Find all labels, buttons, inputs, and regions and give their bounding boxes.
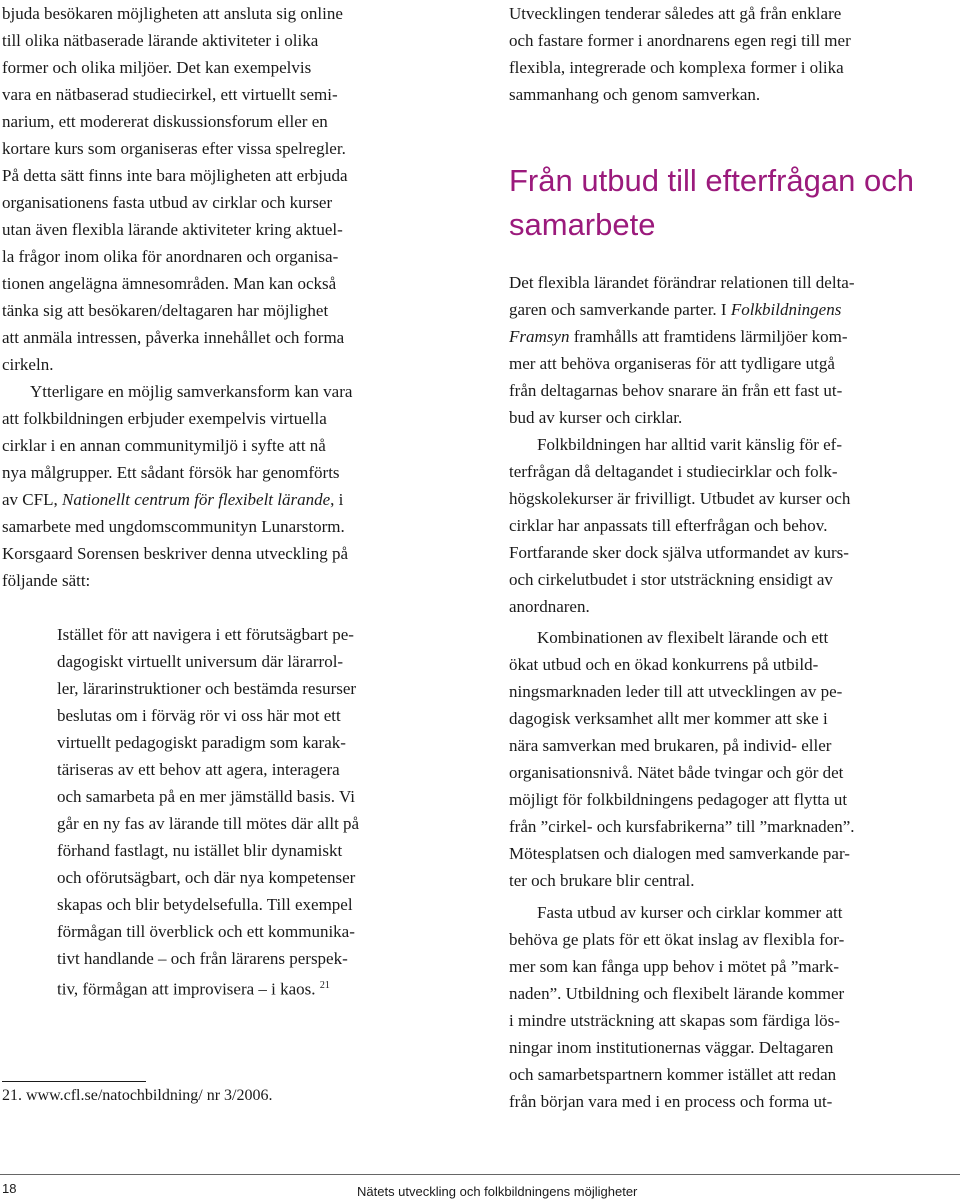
paragraph-line — [509, 323, 848, 350]
paragraph-line: ningar inom institutionernas väggar. Deltagaren — [509, 1038, 834, 1057]
paragraph-line — [2, 486, 343, 513]
paragraph-line: att anmäla intressen, påverka innehållet och forma — [2, 328, 345, 347]
footnote-divider — [2, 1081, 146, 1082]
paragraph-line: samarbete med ungdomscommunityn Lunarstorm. — [2, 517, 345, 536]
quote-line-text: tiv, förmågan att improvisera – i kaos. — [57, 979, 316, 999]
page-number: 18 — [2, 1181, 17, 1196]
quote-line: virtuellt pedagogiskt paradigm som karak- — [57, 733, 346, 752]
paragraph-line: På detta sätt finns inte bara möjligheten att erbjuda — [2, 166, 348, 185]
quote-line: skapas och blir betydelsefulla. Till exempel — [57, 895, 353, 914]
paragraph-line: högskolekurser är frivilligt. Utbudet av kurser och — [509, 489, 851, 508]
paragraph-line: former och olika miljöer. Det kan exempelvis — [2, 58, 312, 77]
quote-line: går en ny fas av lärande till mötes där allt på — [57, 814, 360, 833]
text-span: av CFL, — [2, 490, 62, 509]
paragraph-line: ökat utbud och en ökad konkurrens på utbild- — [509, 655, 819, 674]
paragraph-line: utan även flexibla lärande aktiviteter kring aktuel- — [2, 220, 343, 239]
paragraph-line: dagogisk verksamhet allt mer kommer att ske i — [509, 709, 828, 728]
footer-divider — [0, 1174, 960, 1175]
paragraph-line: Fortfarande sker dock själva utformandet av kurs- — [509, 543, 849, 562]
paragraph-line: organisationens fasta utbud av cirklar och kurser — [2, 193, 333, 212]
paragraph-line: och samarbetspartnern kommer istället att redan — [509, 1065, 837, 1084]
paragraph-line: bud av kurser och cirklar. — [509, 408, 683, 427]
quote-line — [57, 972, 330, 1003]
paragraph-line: Utvecklingen tenderar således att gå från enklare — [509, 4, 842, 23]
footnote-ref: 21 — [319, 980, 330, 991]
paragraph-line: behöva ge plats för ett ökat inslag av flexibla for- — [509, 930, 845, 949]
section-heading: samarbete — [509, 207, 656, 242]
paragraph-line: bjuda besökaren möjligheten att ansluta sig online — [2, 4, 343, 23]
quote-line: förmågan till överblick och ett kommunika- — [57, 922, 355, 941]
paragraph-line: nya målgrupper. Ett sådant försök har genomförts — [2, 463, 340, 482]
quote-line: tivt handlande – och från lärarens perspek- — [57, 949, 348, 968]
paragraph-line: tänka sig att besökaren/deltagaren har möjlighet — [2, 301, 329, 320]
paragraph-line: Ytterligare en möjlig samverkansform kan vara — [30, 382, 353, 401]
italic-title: Folkbildningens — [730, 300, 842, 319]
paragraph-line: cirklar har anpassats till efterfrågan och behov. — [509, 516, 828, 535]
paragraph-line: i mindre utsträckning att skapas som färdiga lös- — [509, 1011, 840, 1030]
paragraph-line: anordnaren. — [509, 597, 590, 616]
paragraph-line: ter och brukare blir central. — [509, 871, 695, 890]
quote-line: ler, lärarinstruktioner och bestämda resurser — [57, 679, 357, 698]
paragraph-line: vara en nätbaserad studiecirkel, ett virtuellt semi- — [2, 85, 338, 104]
footnote: 21. www.cfl.se/natochbildning/ nr 3/2006. — [2, 1087, 273, 1104]
paragraph-line: Folkbildningen har alltid varit känslig för ef- — [537, 435, 842, 454]
paragraph-line: Korsgaard Sorensen beskriver denna utveckling på — [2, 544, 349, 563]
text-span: garen och samverkande parter. I — [509, 300, 731, 319]
paragraph-line: Det flexibla lärandet förändrar relationen till delta- — [509, 273, 855, 292]
paragraph-line: tionen angelägna ämnesområden. Man kan också — [2, 274, 337, 293]
quote-line: beslutas om i förväg rör vi oss här mot ett — [57, 706, 341, 725]
paragraph-line: Mötesplatsen och dialogen med samverkande par- — [509, 844, 850, 863]
quote-line: dagogiskt virtuellt universum där lärarrol- — [57, 652, 344, 671]
paragraph-line: mer som kan fånga upp behov i mötet på ”mark- — [509, 957, 839, 976]
quote-line: förhand fastlagt, nu istället blir dynamiskt — [57, 841, 343, 860]
paragraph-line: från början vara med i en process och forma ut- — [509, 1092, 833, 1111]
quote-line: Istället för att navigera i ett förutsägbart pe- — [57, 625, 354, 644]
section-heading: Från utbud till efterfrågan och — [509, 163, 914, 198]
paragraph-line: från deltagarnas behov snarare än från ett fast ut- — [509, 381, 843, 400]
paragraph-line: narium, ett modererat diskussionsforum eller en — [2, 112, 328, 131]
paragraph-line: mer att behöva organiseras för att tydligare utgå — [509, 354, 835, 373]
paragraph-line: flexibla, integrerade och komplexa former i olika — [509, 58, 844, 77]
quote-line: täriseras av ett behov att agera, interagera — [57, 760, 340, 779]
text-span: , i — [330, 490, 344, 509]
italic-title: Framsyn — [509, 327, 570, 346]
italic-title: Nationellt centrum för flexibelt lärande — [61, 490, 331, 509]
paragraph-line — [509, 296, 841, 323]
paragraph-line: cirklar i en annan communitymiljö i syfte att nå — [2, 436, 326, 455]
paragraph-line: kortare kurs som organiseras efter vissa spelregler. — [2, 139, 346, 158]
paragraph-line: la frågor inom olika för anordnaren och organisa- — [2, 247, 339, 266]
paragraph-line: Fasta utbud av kurser och cirklar kommer att — [537, 903, 843, 922]
paragraph-line: och cirkelutbudet i stor utsträckning ensidigt av — [509, 570, 833, 589]
paragraph-line: naden”. Utbildning och flexibelt lärande kommer — [509, 984, 845, 1003]
paragraph-line: att folkbildningen erbjuder exempelvis virtuella — [2, 409, 327, 428]
paragraph-line: Kombinationen av flexibelt lärande och ett — [537, 628, 829, 647]
paragraph-line: till olika nätbaserade lärande aktiviteter i olika — [2, 31, 319, 50]
text-span: framhålls att framtidens lärmiljöer kom- — [569, 327, 848, 346]
running-footer-title: Nätets utveckling och folkbildningens möjligheter — [357, 1184, 638, 1199]
paragraph-line: och fastare former i anordnarens egen regi till mer — [509, 31, 851, 50]
paragraph-line: cirkeln. — [2, 355, 54, 374]
paragraph-line: terfrågan då deltagandet i studiecirklar och folk- — [509, 462, 838, 481]
quote-line: och oförutsägbart, och där nya kompetenser — [57, 868, 356, 887]
paragraph-line: följande sätt: — [2, 571, 91, 590]
paragraph-line: nära samverkan med brukaren, på individ- eller — [509, 736, 832, 755]
quote-line: och samarbeta på en mer jämställd basis. Vi — [57, 787, 355, 806]
paragraph-line: ningsmarknaden leder till att utvecklingen av pe- — [509, 682, 843, 701]
paragraph-line: sammanhang och genom samverkan. — [509, 85, 761, 104]
paragraph-line: från ”cirkel- och kursfabrikerna” till ”marknaden”. — [509, 817, 855, 836]
paragraph-line: organisationsnivå. Nätet både tvingar och gör det — [509, 763, 844, 782]
paragraph-line: möjligt för folkbildningens pedagoger att flytta ut — [509, 790, 848, 809]
